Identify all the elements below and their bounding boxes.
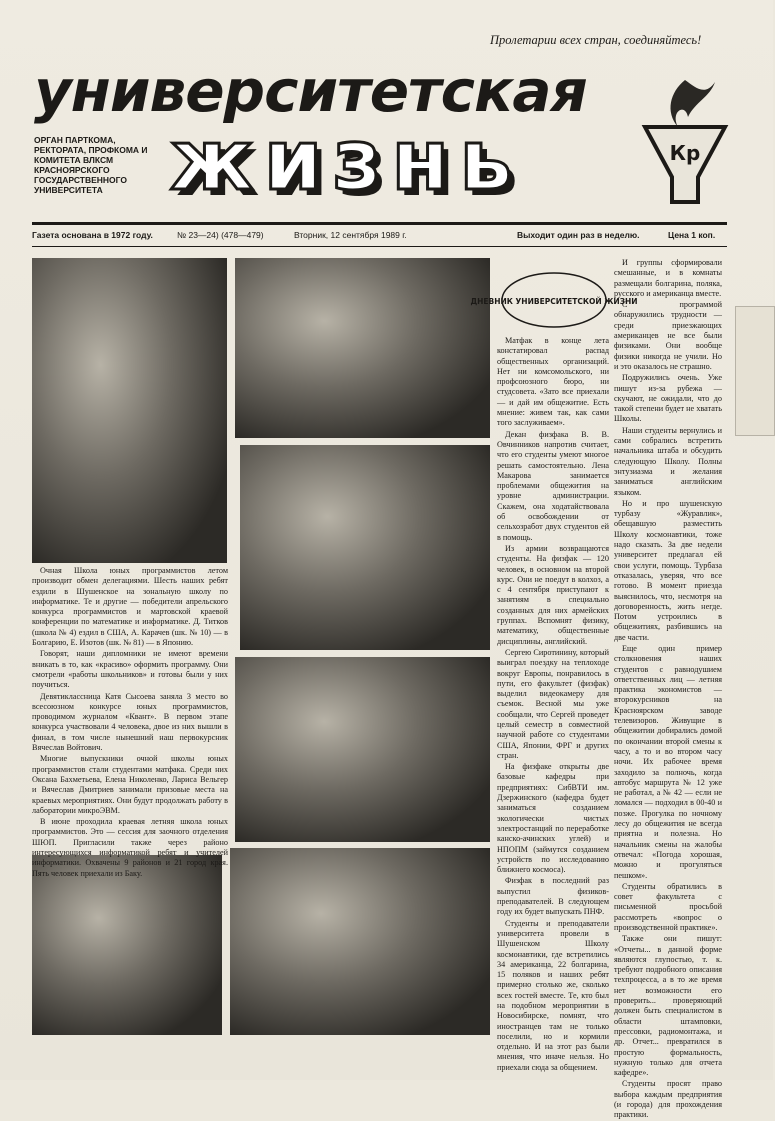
- issue-number: № 23—24) (478—479): [177, 230, 264, 240]
- middle-paragraph: Студенты и преподаватели университета провели в Шушенском Школу космонавтики, где встретились 34 американца, 22 болгарина, 15 поляков и наших ребят примерно столько же, сколько всех гостей вместе. Те, кто был на подобном мероприятии в Новосибирске, помнят, что иностранцев там не только поселили, но и кормили отдельно. И на этот раз были мнения, что иначе нельзя. Но приехали сюда за общением.: [497, 918, 609, 1072]
- price-text: Цена 1 коп.: [668, 230, 716, 240]
- photo-students-table: [32, 258, 227, 563]
- right-paragraph: Но и про шушенскую турбазу «Журавлик», обещавшую разместить Школу космонавтики, тоже надо сказать. За две недели университет предлагал ей свои услуги, помощь. Турбаза отказалась, уверяя, что все готово. В момент приезда выяснилось, что, несмотря на договоренность, жить негде. Потом устроились в общежитиях, разбившись на две части.: [614, 498, 722, 642]
- torch-logo-icon: [640, 72, 730, 212]
- right-paragraph: Подружились очень. Уже пишут из-за рубежа — скучают, не ожидали, что до такой степени будет не хватать Школы.: [614, 373, 722, 424]
- photo-man-with-device: [240, 445, 490, 650]
- left-paragraph: В июне проходила краевая летняя школа юных программистов. Это — сессия для заочного отделения ШЮП. Пригласили также через районо интересующихся информатикой ребят и учителей информатики. Охвачены 9 районов и 21 город края. Пять человек приехали из Баку.: [32, 817, 228, 878]
- left-column-text: [32, 566, 228, 878]
- right-paragraph: Также они пишут: «Отчеты... в данной форме являются глупостью, т. к. требуют подробного описания техпроцесса, а в то же время нет возможности его проверить... проверяющий должен быть специалистом в области штамповки, прессовки, радиомонтажа, и др. Отчет... превратился в простую формальность, нужную только для отчета кафедре».: [614, 934, 722, 1078]
- middle-paragraph: Из армии возвращаются студенты. На физфак — 120 человек, в основном на второй курс. Они не поедут в колхоз, а с 4 сентября приступают к занятиям в специально созданных для них армейских группах. Вспомнят физику, математику, общественные дисциплины, английский.: [497, 543, 609, 646]
- photo-girl-computer: [32, 855, 222, 1035]
- left-paragraph: Очная Школа юных программистов летом производит обмен делегациями. Шесть наших ребят ездили в Шушенское на зональную школу по информатике. Те и другие — победители апрельского конкурса программистов и мартовской краевой конференции по математике и информатике. Д. Титков (школа № 4) ездил в США, А. Карачев (шк. № 10) — в Болгарию, Е. Изотов (шк. № 81) — в Японию.: [32, 566, 228, 648]
- right-paragraph: И группы сформировали смешанные, и в комнаты размещали болгарина, поляка, русского и американца вместе.: [614, 258, 722, 298]
- stamp-text: ДНЕВНИК УНИВЕРСИТЕТСКОЙ ЖИЗНИ: [470, 297, 638, 306]
- info-bar: [32, 230, 727, 244]
- middle-paragraph: Физфак в последний раз выпустил физиков-преподавателей. В следующем году их будет выпускать ПНФ.: [497, 876, 609, 917]
- masthead-rule: [32, 222, 727, 225]
- middle-paragraph: На физфаке открыты две базовые кафедры при предприятиях: СибВТИ им. Дзержинского (кафедра будет заниматься созданием экологически чистых электростанций по переработке канско-ачинских углей) и НПОПМ (займутся созданием устройств по исследованию ближнего космоса).: [497, 762, 609, 875]
- masthead-title-line1: университетская: [34, 57, 587, 125]
- middle-column-text: [497, 336, 609, 1072]
- founded-text: Газета основана в 1972 году.: [32, 230, 153, 240]
- photo-group-outdoors: [235, 258, 490, 438]
- middle-paragraph: Сергею Сиротинину, который выиграл поездку на теплоходе вокруг Европы, понравилось в пути, его факультет (физфак) выделил видеокамеру для съемок. Весной мы уже сообщали, что Сергей проведет целый семестр в совместной научной работе со студентами США, Японии, ФРГ и других стран.: [497, 647, 609, 760]
- masthead-organ: ОРГАН ПАРТКОМА, РЕКТОРАТА, ПРОФКОМА И КОМИТЕТА ВЛКСМ КРАСНОЯРСКОГО ГОСУДАРСТВЕННОГО УНИВЕРСИТЕТА: [34, 135, 148, 195]
- right-paragraph: Студенты просят право выбора каждым предприятия (и города) для прохождения практики.: [614, 1079, 722, 1120]
- photo-students-reading: [230, 848, 490, 1035]
- middle-paragraph: Матфак в конце лета констатировал распад общественных организаций. Нет ни комсомольского, ни профсоюзного бюро, ни студсовета. «Зато все приехали — и дай им общежитие. Есть мнение: живем так, как сами того заслуживаем».: [497, 336, 609, 428]
- right-paragraph: Студенты обратились в совет факультета с письменной просьбой рассмотреть «вопрос о производственной практике».: [614, 881, 722, 932]
- logo-letters: Кр: [669, 141, 701, 165]
- right-paragraph: Еще один пример столкновения наших студентов с равнодушием ответственных лиц — летняя практика экономистов — второкурсников на Красноярском заводе телевизоров. Живущие в общежитии добирались домой по окончании второй смены к часу, а то и во втором часу ночи. Их рабочее время заходило за полночь, когда автобус маршрута № 12 уже не работал, а № 42 — если не ломался — подходил в 00-40 и позже. Прогулка по ночному лесу до общежития не всегда приятна и полезна. Но начальник смены на жалобы отвечал: «Погода хорошая, можно и прогуляться пешком».: [614, 643, 722, 880]
- photo-students-building: [235, 657, 490, 842]
- right-column-text: [614, 258, 722, 1120]
- diary-stamp: [470, 270, 638, 330]
- masthead-title-line2: жизнь: [170, 111, 523, 209]
- info-rule: [32, 246, 727, 247]
- masthead-motto: Пролетарии всех стран, соединяйтесь!: [490, 33, 702, 47]
- left-paragraph: Говорят, наши дипломники не имеют времени вникать в то, как «красиво» оформить программу. Они смотрели «работы школьников» и готовы были у них поучиться.: [32, 649, 228, 690]
- left-paragraph: Многие выпускники очной школы юных программистов стали студентами матфака. Среди них Оксана Бахметьева, Елена Николенко, Лариса Вельгер и Вячеслав Дмитриев занимали призовые места на краевых мероприятиях. Они будут продолжать работу в лаборатории микроЭВМ.: [32, 754, 228, 815]
- archive-side-stamp: [735, 306, 775, 436]
- frequency-text: Выходит один раз в неделю.: [517, 230, 640, 240]
- left-paragraph: Девятиклассница Катя Сысоева заняла 3 место во всесоюзном конкурсе юных программистов, проводимом журналом «Квант». В первом этапе конкурса участвовали 4 человека, двое из них вышли в финал, в том числе нынешний наш первокурсник Вячеслав Войтович.: [32, 691, 228, 753]
- right-paragraph: Наши студенты вернулись и сами собрались встретить начальника штаба и обсудить следующую Школу. Полны энтузиазма и желания заниматься английским языком.: [614, 425, 722, 497]
- right-paragraph: С программой обнаружились трудности — среди приезжающих американцев не все были физиками. Они вообще физики никогда не учили. Но и это оказалось не страшно.: [614, 300, 722, 371]
- middle-paragraph: Декан физфака В. В. Овчинников напротив считает, что его студенты умеют многое решать самостоятельно. Лена Макарова занимается проблемами общежития на уровне администрации. Скажем, она ходатайствовала об освобождении от сельхозработ двух студентов ей в помощь.: [497, 429, 609, 542]
- issue-date: Вторник, 12 сентября 1989 г.: [294, 230, 407, 240]
